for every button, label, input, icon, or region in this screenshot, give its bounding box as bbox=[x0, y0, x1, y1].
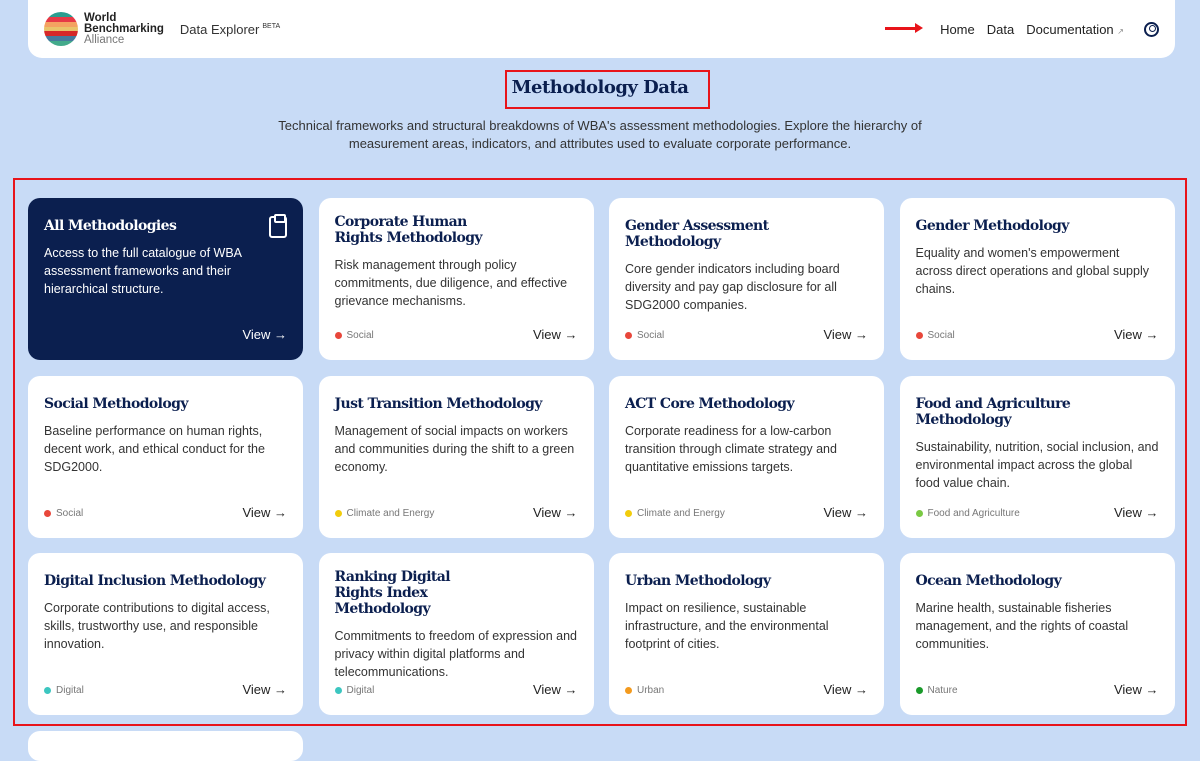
card-description: Equality and women's empowerment across direct operations and global supply chains. bbox=[915, 246, 1149, 296]
wba-logo[interactable] bbox=[44, 12, 164, 46]
view-link[interactable]: View → bbox=[1113, 682, 1159, 697]
category-label: Food and Agriculture bbox=[927, 507, 1020, 519]
category-label: Digital bbox=[346, 685, 375, 696]
card-description: Marine health, sustainable fisheries management, and the rights of coastal communities. bbox=[915, 601, 1129, 651]
category-label: Social bbox=[637, 330, 665, 341]
card-title: Corporate Human Rights Methodology bbox=[334, 214, 482, 246]
logo-text-3: Alliance bbox=[84, 33, 125, 46]
external-link-icon: ↗ bbox=[1117, 26, 1124, 36]
view-link[interactable]: View → bbox=[823, 682, 868, 697]
view-link[interactable]: View → bbox=[242, 504, 287, 520]
view-link[interactable]: View → bbox=[242, 327, 287, 342]
main-nav bbox=[940, 22, 1159, 37]
category-label: Social bbox=[56, 507, 84, 519]
beta-badge: BETA bbox=[262, 23, 281, 31]
annotation-arrow bbox=[885, 27, 917, 30]
user-account-icon[interactable] bbox=[1144, 22, 1159, 37]
card-title: Gender Methodology bbox=[915, 218, 1069, 234]
nav-documentation-label: Documentation bbox=[1026, 21, 1114, 37]
card-description: Core gender indicators including board diversity and pay gap disclosure for all SDG2000 companies. bbox=[625, 262, 840, 312]
card-title: Urban Methodology bbox=[625, 573, 771, 589]
nav-documentation[interactable] bbox=[1026, 22, 1124, 37]
category-label: Nature bbox=[927, 685, 958, 696]
view-link[interactable]: View → bbox=[823, 327, 868, 342]
view-link[interactable]: View → bbox=[1113, 327, 1159, 342]
card-title: Digital Inclusion Methodology bbox=[44, 573, 266, 589]
card-description: Commitments to freedom of expression and privacy within digital platforms and telecommunications. bbox=[334, 629, 577, 679]
category-label: Social bbox=[346, 330, 374, 341]
view-link[interactable]: View → bbox=[1113, 504, 1159, 520]
card-title: Gender Assessment Methodology bbox=[625, 218, 769, 250]
card-title: Ranking Digital Rights Index Methodology bbox=[334, 569, 450, 617]
logo-text-1: World bbox=[84, 11, 117, 24]
nav-data[interactable]: Data bbox=[986, 21, 1015, 37]
card-title: ACT Core Methodology bbox=[625, 395, 795, 412]
card-description: Access to the full catalogue of WBA assessment frameworks and their hierarchical structure. bbox=[44, 246, 242, 296]
card-description: Corporate readiness for a low-carbon transition through climate strategy and quantitative emissions targets. bbox=[625, 423, 837, 474]
logo-text-2: Benchmarking bbox=[84, 22, 164, 35]
card-description: Impact on resilience, sustainable infrastructure, and the environmental footprint of cities. bbox=[625, 601, 829, 651]
methodology-card-partial[interactable] bbox=[28, 731, 303, 761]
nav-home[interactable]: Home bbox=[940, 21, 975, 37]
category-label: Digital bbox=[56, 685, 84, 696]
annotation-box-title bbox=[505, 70, 710, 109]
view-link[interactable]: View → bbox=[532, 504, 578, 520]
page-title: Methodology Data bbox=[511, 77, 689, 98]
page-subtitle: Technical frameworks and structural breakdowns of WBA's assessment methodologies. Explore the hierarchy of measurement areas, indicators, and attributes used to evaluate corporate performance. bbox=[278, 118, 922, 151]
card-description: Risk management through policy commitments, due diligence, and effective grievance mechanisms. bbox=[334, 258, 568, 308]
category-label: Social bbox=[927, 330, 955, 341]
card-description: Management of social impacts on workers and communities during the shift to a green economy. bbox=[334, 423, 575, 474]
card-title: Just Transition Methodology bbox=[334, 395, 542, 412]
card-description: Baseline performance on human rights, decent work, and ethical conduct for the SDG2000. bbox=[44, 423, 265, 474]
logo-icon bbox=[44, 12, 78, 46]
app-name-text: Data Explorer bbox=[179, 21, 260, 37]
view-link[interactable]: View → bbox=[532, 327, 578, 342]
card-title: Ocean Methodology bbox=[915, 573, 1062, 589]
category-label: Urban bbox=[637, 685, 665, 696]
card-title: Social Methodology bbox=[44, 395, 188, 412]
top-nav bbox=[28, 0, 1175, 58]
card-title: All Methodologies bbox=[44, 218, 177, 234]
view-link[interactable]: View → bbox=[242, 682, 287, 697]
view-link[interactable]: View → bbox=[823, 504, 868, 520]
category-label: Climate and Energy bbox=[346, 507, 435, 519]
view-link[interactable]: View → bbox=[532, 682, 578, 697]
card-description: Corporate contributions to digital access, skills, trustworthy use, and responsible innovation. bbox=[44, 601, 270, 651]
card-title: Food and Agriculture Methodology bbox=[915, 395, 1071, 428]
card-description: Sustainability, nutrition, social inclusion, and environmental impact across the global food value chain. bbox=[915, 439, 1159, 490]
app-name bbox=[180, 22, 280, 37]
annotation-box-grid bbox=[13, 178, 1187, 726]
category-label: Climate and Energy bbox=[637, 507, 725, 519]
